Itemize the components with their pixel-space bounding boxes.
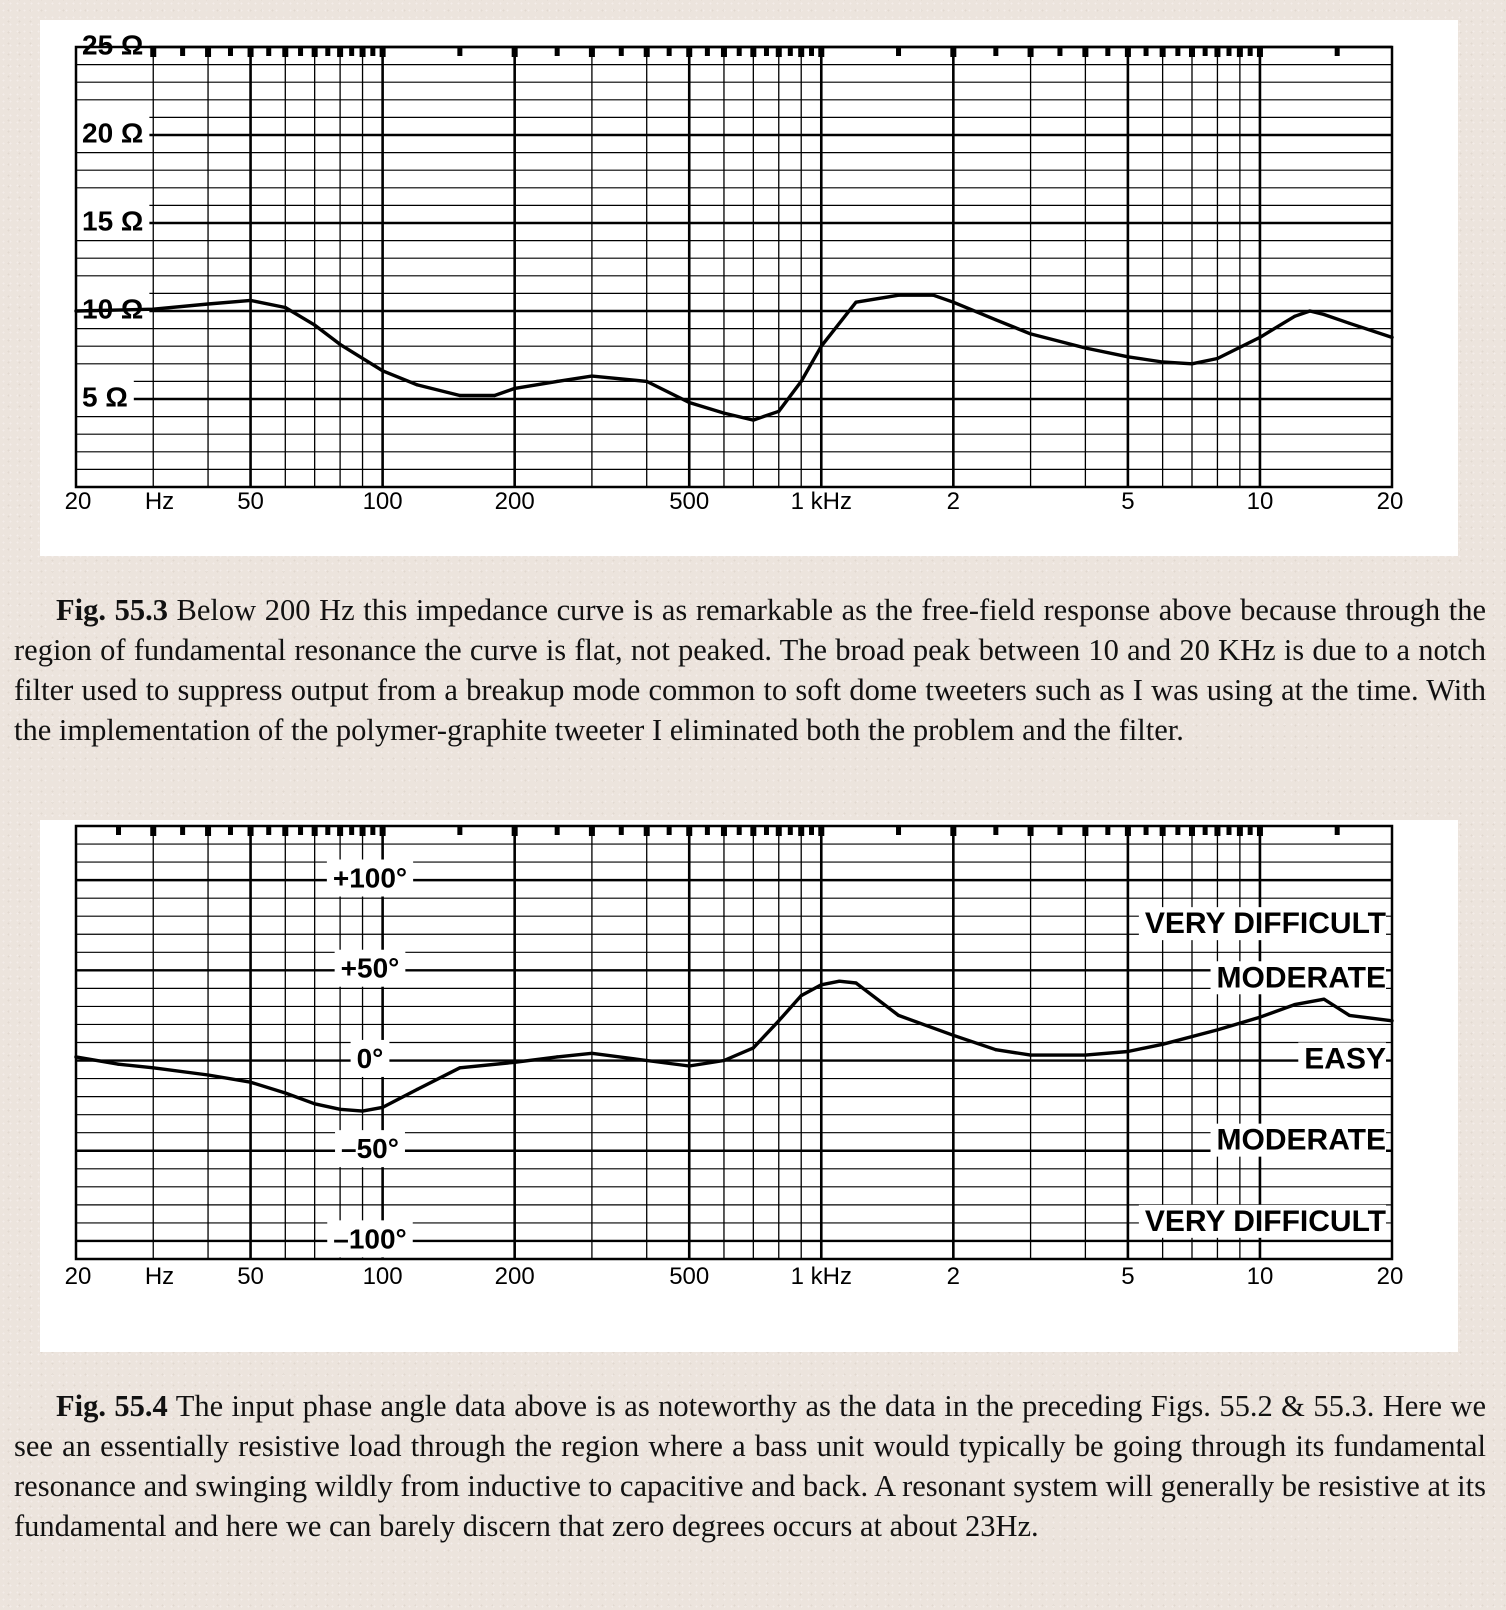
data-point [339,343,342,346]
data-point [645,380,648,383]
data-point [688,1064,691,1067]
top-tick-mark [1082,48,1088,57]
grid [76,826,1392,1259]
data-point [1322,313,1325,316]
y-tick-label: 15 Ω [82,205,144,237]
top-tick-mark [337,48,343,57]
top-tick-mark [589,827,595,836]
y-tick-label: +50° [340,952,400,984]
top-tick-mark [950,827,956,836]
top-tick-mark [750,827,756,836]
zone-label: MODERATE [1216,1123,1386,1157]
top-tick-mark [1175,827,1180,835]
data-point [994,1048,997,1051]
data-point [722,1059,725,1062]
figure-caption-55-4 [14,1386,1486,1546]
top-tick-mark [1105,48,1110,56]
x-tick-label: 20 [64,488,92,515]
grid [76,47,1392,487]
data-point [458,1066,461,1069]
top-tick-mark [248,48,254,57]
top-tick-mark [248,827,254,836]
data-point [381,369,384,372]
data-point [1258,1016,1261,1019]
y-tick-label: 10 Ω [82,293,144,325]
top-tick-mark [512,827,518,836]
top-tick-mark [950,48,956,57]
x-tick-label: 100 [362,488,403,515]
top-tick-mark [818,827,824,836]
top-tick-mark [896,827,901,835]
data-point [416,1088,419,1091]
top-tick-mark [370,827,375,835]
data-point [249,299,252,302]
data-point [777,1019,780,1022]
top-tick-mark [555,48,560,56]
top-tick-mark [205,827,211,836]
top-tick-mark [457,827,462,835]
top-tick-mark [360,827,366,836]
top-tick-mark [589,48,595,57]
data-point [994,318,997,321]
top-tick-mark [1214,827,1220,836]
top-tick-mark [555,827,560,835]
y-tick-label: 5 Ω [82,381,128,413]
top-tick-mark [266,827,271,835]
top-tick-mark [1248,48,1253,56]
top-tick-mark [1160,48,1166,57]
top-tick-mark [1144,48,1149,56]
data-point [416,383,419,386]
x-tick-label: 5 [1121,488,1135,515]
x-tick-label: 100 [362,1263,403,1290]
plot-frame [76,47,1392,487]
x-tick-label: 50 [237,1263,264,1290]
top-tick-mark [266,48,271,56]
top-tick-mark [298,827,303,835]
top-tick-mark [788,48,793,56]
phase-angle-chart [40,820,1458,1352]
data-point [381,1106,384,1109]
top-tick-mark [1237,827,1243,836]
top-tick-mark [764,48,769,56]
x-tick-label: 2 [946,488,961,515]
data-point [688,401,691,404]
x-tick-label: 500 [669,488,710,515]
zone-label: EASY [1304,1042,1386,1076]
top-tick-mark [1226,48,1231,56]
impedance-chart-panel [40,20,1458,556]
data-point [800,380,803,383]
x-tick-label: 10 [1246,488,1274,515]
data-point [556,380,559,383]
x-tick-label: 200 [494,1263,535,1290]
data-point [313,324,316,327]
top-tick-mark [1237,48,1243,57]
top-tick-mark [116,827,121,835]
data-point [207,1073,210,1076]
top-tick-mark [776,827,782,836]
top-tick-mark [776,48,782,57]
top-tick-mark [721,827,727,836]
top-tick-mark [228,48,233,56]
data-point [777,410,780,413]
figure-number: Fig. 55.4 [56,1389,168,1423]
top-tick-mark [1125,827,1131,836]
top-tick-mark [667,827,672,835]
data-point [152,308,155,311]
top-tick-mark [337,827,343,836]
zone-label: MODERATE [1216,961,1386,995]
data-point [800,994,803,997]
top-tick-mark [798,827,804,836]
data-point [249,1081,252,1084]
top-tick-mark [1160,827,1166,836]
top-tick-mark [619,48,624,56]
top-tick-mark [1057,48,1062,56]
y-tick-label: –50° [341,1133,399,1165]
top-tick-mark [180,48,185,56]
top-tick-mark [686,48,692,57]
y-tick-label: –100° [333,1223,407,1255]
top-tick-mark [205,48,211,57]
data-point [820,983,823,986]
data-point [820,345,823,348]
data-point [752,419,755,422]
top-tick-mark [512,48,518,57]
x-tick-label: 1 kHz [790,1263,852,1290]
x-tick-label: 1 kHz [790,488,852,515]
data-point [1216,1028,1219,1031]
data-point [752,1046,755,1049]
top-tick-mark [1028,827,1034,836]
top-tick-mark [1248,827,1253,835]
top-tick-mark [644,827,650,836]
data-point [1126,1050,1129,1053]
x-unit-label: Hz [144,1263,175,1290]
data-point [284,306,287,309]
data-point [556,1055,559,1058]
top-tick-mark [809,48,814,56]
data-point [313,1102,316,1105]
y-tick-label: +100° [332,862,408,894]
impedance-chart [40,20,1458,556]
top-tick-mark [1189,48,1195,57]
caption-text: The input phase angle data above is as noteworthy as the data in the preceding Figs. 55.2 & 55.3. Here we see an essentially resistive load through the region where a bass unit would typically be going through its fundamental resonance and swinging wildly from inductive to capacitive and back. A resonant system will generally be resistive at its fundamental and here we can barely discern that zero degrees occurs at about 23Hz. [14,1389,1487,1543]
data-point [590,1052,593,1055]
data-line [76,295,1392,420]
data-point [1084,1054,1087,1057]
top-tick-mark [798,48,804,57]
top-tick-mark [1144,827,1149,835]
top-tick-mark [282,827,288,836]
top-tick-mark [993,48,998,56]
top-tick-mark [1203,827,1208,835]
top-tick-mark [150,827,156,836]
data-point [1293,315,1296,318]
top-tick-mark [1028,48,1034,57]
top-tick-mark [180,827,185,835]
data-point [952,1034,955,1037]
data-point [1161,360,1164,363]
x-tick-label: 20 [1376,1263,1404,1290]
data-point [1348,1014,1351,1017]
data-point [932,294,935,297]
top-tick-mark [380,48,386,57]
top-tick-mark [1214,48,1220,57]
data-point [952,301,955,304]
y-tick-label: 25 Ω [82,29,144,61]
top-tick-mark [686,827,692,836]
data-point [493,394,496,397]
data-point [207,302,210,305]
top-tick-mark [705,48,710,56]
top-tick-mark [993,827,998,835]
top-tick-mark [325,48,330,56]
zone-label: VERY DIFFICULT [1144,907,1386,941]
top-tick-mark [1226,827,1231,835]
data-point [854,301,857,304]
data-point [1084,346,1087,349]
top-tick-mark [1257,48,1263,57]
data-line [76,981,1392,1111]
top-tick-mark [1335,48,1340,56]
x-tick-label: 20 [1376,488,1404,515]
data-point [897,294,900,297]
top-tick-mark [764,827,769,835]
x-tick-label: 10 [1246,1263,1274,1290]
data-point [1258,336,1261,339]
data-point [513,387,516,390]
top-tick-mark [737,827,742,835]
top-tick-mark [312,827,318,836]
top-tick-mark [282,48,288,57]
top-tick-mark [298,48,303,56]
top-tick-mark [1105,827,1110,835]
top-tick-mark [1175,48,1180,56]
data-point [1029,332,1032,335]
top-tick-mark [809,827,814,835]
data-point [1293,1003,1296,1006]
top-tick-mark [705,827,710,835]
top-tick-mark [349,48,354,56]
data-point [1216,357,1219,360]
top-tick-mark [360,48,366,57]
data-point [284,1091,287,1094]
data-point [645,1059,648,1062]
x-tick-label: 50 [237,488,264,515]
x-tick-label: 500 [669,1263,710,1290]
data-point [1348,322,1351,325]
y-tick-label: 0° [356,1042,384,1074]
data-point [1029,1054,1032,1057]
y-tick-label: 20 Ω [82,117,144,149]
caption-text: Below 200 Hz this impedance curve is as remarkable as the free-field response above because through the region of fundamental resonance the curve is flat, not peaked. The broad peak between 10 and 20 KHz is due to a notch filter used to suppress output from a breakup mode common to soft dome tweeters such as I was using at the time. With the implementation of the polymer-graphite tweeter I eliminated both the problem and the filter. [14,593,1487,747]
data-point [458,394,461,397]
data-point [513,1061,516,1064]
figure-caption-55-3 [14,590,1486,750]
top-tick-mark [1203,48,1208,56]
data-point [361,1110,364,1113]
top-tick-mark [737,48,742,56]
top-tick-mark [312,48,318,57]
data-point [1308,309,1311,312]
data-point [1126,355,1129,358]
top-tick-mark [818,48,824,57]
x-tick-label: 5 [1121,1263,1135,1290]
x-tick-label: 20 [64,1263,92,1290]
top-tick-mark [667,48,672,56]
data-point [897,1014,900,1017]
top-tick-mark [349,827,354,835]
top-tick-mark [896,48,901,56]
data-point [722,412,725,415]
top-tick-mark [721,48,727,57]
data-point [838,980,841,983]
data-point [117,1063,120,1066]
top-tick-mark [644,48,650,57]
top-tick-mark [457,48,462,56]
data-point [1322,998,1325,1001]
data-point [1161,1043,1164,1046]
top-tick-mark [619,827,624,835]
data-point [854,981,857,984]
data-point [152,1066,155,1069]
top-tick-mark [1189,827,1195,836]
x-tick-label: 200 [494,488,535,515]
top-tick-mark [325,827,330,835]
x-unit-label: Hz [144,488,175,515]
zone-label: VERY DIFFICULT [1144,1204,1386,1238]
top-tick-mark [1057,827,1062,835]
data-point [339,1108,342,1111]
top-tick-mark [1335,827,1340,835]
data-point [1190,362,1193,365]
top-tick-mark [228,827,233,835]
top-tick-mark [788,827,793,835]
top-tick-mark [380,827,386,836]
top-tick-mark [1125,48,1131,57]
top-tick-mark [1082,827,1088,836]
top-tick-mark [150,48,156,57]
figure-number: Fig. 55.3 [56,593,168,627]
data-point [590,375,593,378]
top-tick-mark [750,48,756,57]
top-tick-mark [370,48,375,56]
x-tick-label: 2 [946,1263,961,1290]
phase-chart-panel [40,820,1458,1352]
top-tick-mark [1257,827,1263,836]
